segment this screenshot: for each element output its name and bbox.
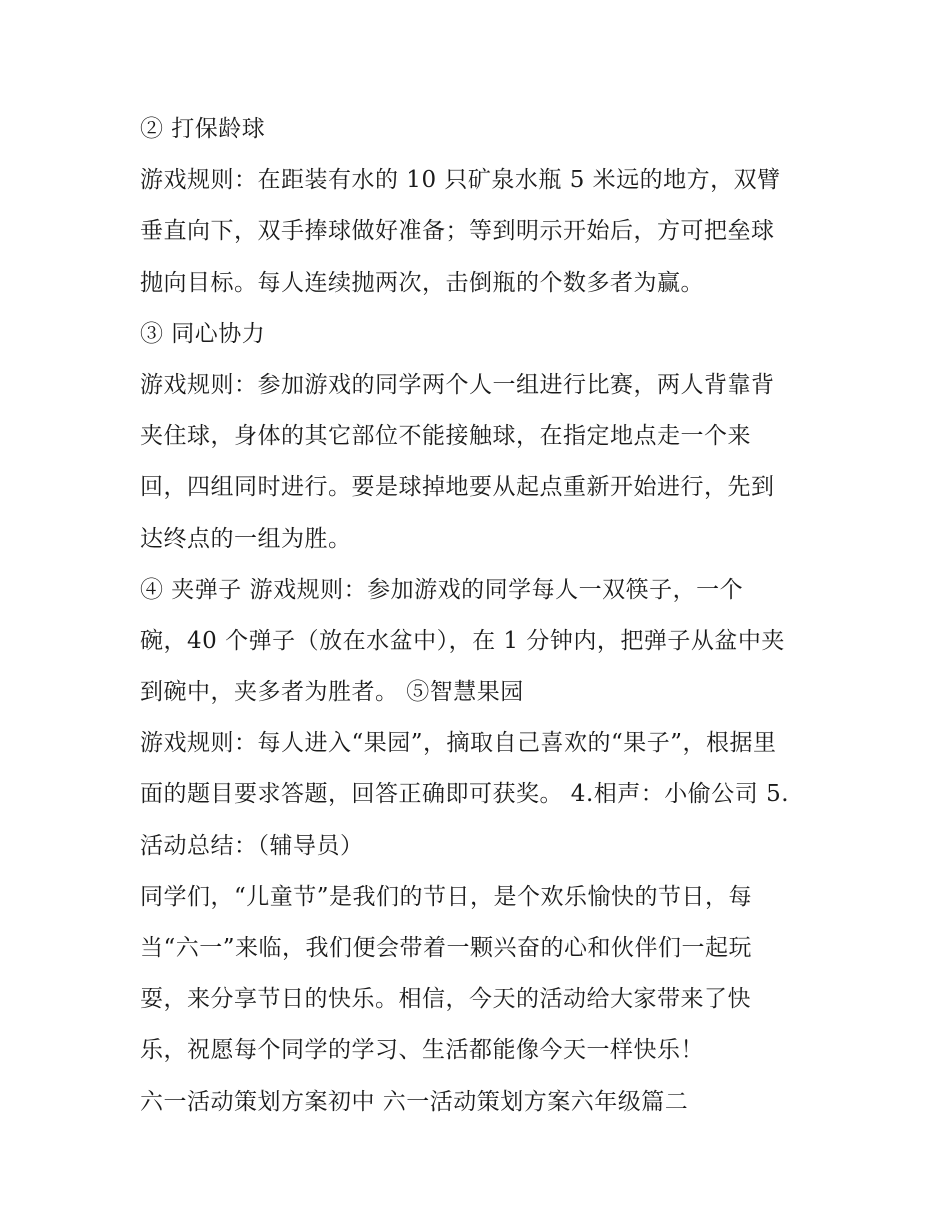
- paragraph-line: 到碗中，夹多者为胜者。 ⑤智慧果园: [140, 679, 524, 706]
- section-heading-teamwork: ③ 同心协力: [140, 320, 266, 347]
- paragraph-line: 游戏规则：参加游戏的同学两个人一组进行比赛，两人背靠背: [140, 371, 775, 398]
- paragraph-line: 垂直向下，双手捧球做好准备；等到明示开始后，方可把垒球: [140, 218, 775, 245]
- paragraph-line: 夹住球，身体的其它部位不能接触球，在指定地点走一个来: [140, 423, 751, 450]
- paragraph-line: 同学们，“儿童节”是我们的节日，是个欢乐愉快的节日，每: [140, 883, 753, 910]
- section-title-line: 六一活动策划方案初中 六一活动策划方案六年级篇二: [140, 1088, 689, 1115]
- document-body: [140, 104, 820, 1128]
- paragraph-line: 碗，40 个弹子（放在水盆中），在 1 分钟内，把弹子从盆中夹: [140, 627, 785, 654]
- section-heading-bowling: ② 打保龄球: [140, 116, 266, 142]
- paragraph-line: 乐，祝愿每个同学的学习、生活都能像今天一样快乐！: [140, 1037, 704, 1064]
- paragraph-line: 回，四组同时进行。要是球掉地要从起点重新开始进行，先到: [140, 474, 775, 501]
- paragraph-line: 耍，来分享节日的快乐。相信，今天的活动给大家带来了快: [140, 986, 751, 1013]
- paragraph-line: 活动总结：（辅导员）: [140, 832, 364, 859]
- paragraph-line: 达终点的一组为胜。: [140, 525, 352, 552]
- paragraph-line: 抛向目标。每人连续抛两次，击倒瓶的个数多者为赢。: [140, 269, 704, 296]
- paragraph-line: 游戏规则：在距装有水的 10 只矿泉水瓶 5 米远的地方，双臂: [140, 167, 781, 194]
- paragraph-line: 当“六一”来临，我们便会带着一颗兴奋的心和伙伴们一起玩: [140, 935, 753, 961]
- paragraph-line: 游戏规则：每人进入“果园”，摘取自己喜欢的“果子”，根据里: [140, 730, 777, 757]
- paragraph-line: 面的题目要求答题，回答正确即可获奖。 4.相声：小偷公司 5.: [140, 781, 790, 808]
- paragraph-line: ④ 夹弹子 游戏规则：参加游戏的同学每人一双筷子，一个: [140, 576, 744, 603]
